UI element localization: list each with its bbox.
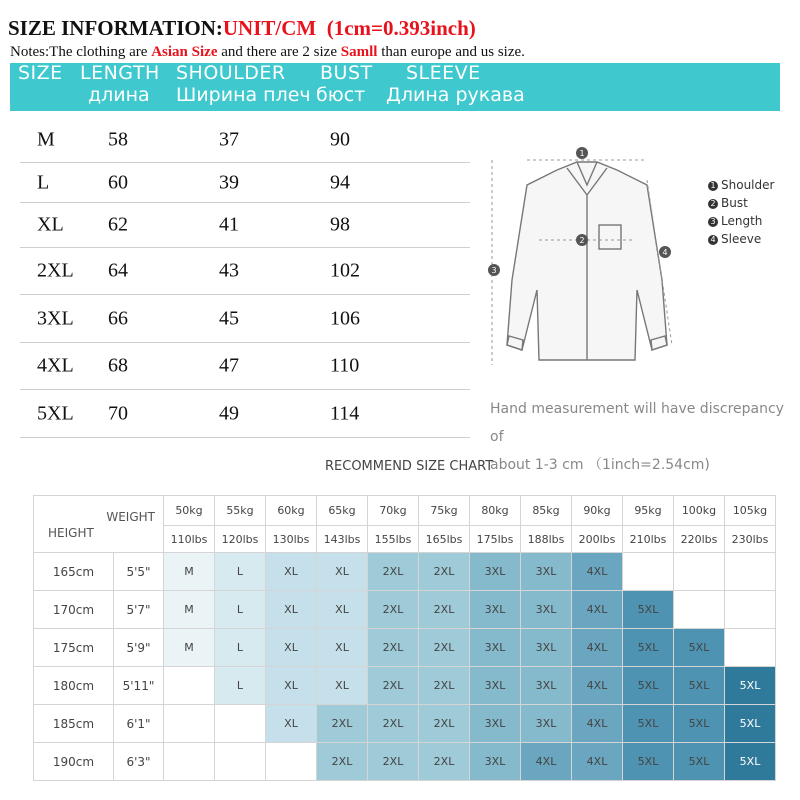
shoulder-value: 47 — [219, 354, 239, 377]
title-prefix: SIZE INFORMATION: — [8, 16, 223, 40]
size-cell: 4XL — [572, 667, 623, 705]
size-cell: 2XL — [368, 667, 419, 705]
size-label: 3XL — [37, 307, 74, 329]
height-row — [34, 705, 776, 743]
weight-kg-cell: 75kg — [419, 496, 470, 526]
weight-kg-cell: 60kg — [266, 496, 317, 526]
size-cell: 3XL — [470, 553, 521, 591]
shoulder-value: 41 — [219, 213, 239, 236]
size-cell: 2XL — [419, 591, 470, 629]
length-value: 60 — [108, 171, 128, 193]
height-cm-cell: 180cm — [34, 667, 114, 705]
title-conversion: (1cm=0.393inch) — [326, 16, 476, 40]
size-cell: 5XL — [674, 705, 725, 743]
height-row — [34, 591, 776, 629]
size-row — [20, 343, 470, 390]
height-ft-cell: 5'7" — [114, 591, 164, 629]
legend-marker-4: 4 — [708, 235, 718, 245]
size-row — [20, 390, 470, 438]
length-value: 62 — [108, 213, 128, 236]
banner-shoulder — [176, 63, 311, 106]
size-cell: 4XL — [572, 553, 623, 591]
height-ft-cell: 5'9" — [114, 629, 164, 667]
size-cell — [164, 743, 215, 781]
size-cell: XL — [266, 629, 317, 667]
size-cell: 5XL — [674, 667, 725, 705]
size-cell: 3XL — [470, 705, 521, 743]
size-label: M — [37, 128, 55, 151]
weight-kg-cell: 50kg — [164, 496, 215, 526]
size-cell — [215, 705, 266, 743]
height-ft-cell: 5'11" — [114, 667, 164, 705]
size-cell: 2XL — [368, 553, 419, 591]
banner-bust-en: BUST — [320, 62, 373, 84]
size-cell: 3XL — [470, 591, 521, 629]
size-cell: 5XL — [623, 667, 674, 705]
marker-2: 2 — [579, 236, 585, 245]
height-cm-cell: 185cm — [34, 705, 114, 743]
size-cell: 2XL — [419, 629, 470, 667]
height-cm-cell: 190cm — [34, 743, 114, 781]
shoulder-value: 39 — [219, 171, 239, 193]
size-cell: 3XL — [521, 629, 572, 667]
legend-bust — [708, 194, 774, 212]
height-row — [34, 743, 776, 781]
bust-value: 94 — [330, 171, 350, 193]
size-cell: 2XL — [419, 667, 470, 705]
bust-value: 114 — [330, 402, 360, 424]
weight-lbs-cell: 175lbs — [470, 526, 521, 553]
size-label: XL — [37, 213, 64, 236]
height-cm-cell: 165cm — [34, 553, 114, 591]
legend-marker-3: 3 — [708, 217, 718, 227]
banner-length-en: LENGTH — [80, 62, 160, 84]
weight-lbs-cell: 230lbs — [725, 526, 776, 553]
height-label: HEIGHT — [48, 526, 94, 540]
size-cell: XL — [266, 705, 317, 743]
size-cell: 5XL — [725, 705, 776, 743]
size-row — [20, 163, 470, 203]
marker-3: 3 — [491, 266, 497, 275]
size-cell: 5XL — [725, 667, 776, 705]
hand-note-line-1: Hand measurement will have discrepancy of — [490, 401, 784, 445]
size-cell: 5XL — [674, 743, 725, 781]
notes-part-c: and there are 2 size — [217, 44, 341, 60]
size-cell — [725, 629, 776, 667]
marker-1: 1 — [579, 149, 585, 158]
weight-lbs-cell: 188lbs — [521, 526, 572, 553]
length-value: 68 — [108, 354, 128, 377]
shoulder-value: 49 — [219, 402, 239, 424]
height-ft-cell: 6'3" — [114, 743, 164, 781]
size-cell — [674, 591, 725, 629]
weight-lbs-cell: 210lbs — [623, 526, 674, 553]
size-cell: 3XL — [470, 667, 521, 705]
weight-kg-cell: 70kg — [368, 496, 419, 526]
size-cell: L — [215, 591, 266, 629]
weight-kg-row — [34, 496, 776, 526]
size-info-title — [8, 16, 476, 41]
size-cell: 5XL — [623, 743, 674, 781]
banner-size-en: SIZE — [18, 62, 63, 84]
size-cell: 2XL — [317, 743, 368, 781]
banner-sleeve-ru: Длина рукава — [386, 84, 525, 106]
size-row — [20, 295, 470, 343]
banner-bust-ru: бюст — [316, 84, 366, 106]
weight-lbs-cell: 200lbs — [572, 526, 623, 553]
size-cell: L — [215, 629, 266, 667]
size-cell: M — [164, 629, 215, 667]
size-row — [20, 248, 470, 295]
banner-size — [18, 63, 63, 84]
size-cell: 3XL — [521, 705, 572, 743]
size-cell: 2XL — [368, 629, 419, 667]
size-cell — [674, 553, 725, 591]
size-cell: M — [164, 591, 215, 629]
banner-shoulder-en: SHOULDER — [176, 62, 286, 84]
size-cell: 2XL — [368, 705, 419, 743]
hand-measurement-note — [490, 395, 800, 479]
length-value: 66 — [108, 307, 128, 329]
size-cell: XL — [266, 553, 317, 591]
size-header-banner — [10, 63, 780, 111]
weight-kg-cell: 95kg — [623, 496, 674, 526]
shoulder-value: 37 — [219, 128, 239, 151]
size-cell: XL — [317, 591, 368, 629]
notes-samll: Samll — [340, 44, 378, 60]
size-label: 2XL — [37, 259, 74, 282]
size-cell: 5XL — [623, 629, 674, 667]
weight-kg-cell: 85kg — [521, 496, 572, 526]
weight-lbs-cell: 165lbs — [419, 526, 470, 553]
size-row — [20, 118, 470, 163]
size-cell: XL — [317, 667, 368, 705]
height-row — [34, 629, 776, 667]
weight-label: WEIGHT — [106, 510, 155, 524]
weight-lbs-cell: 143lbs — [317, 526, 368, 553]
size-cell: L — [215, 667, 266, 705]
size-label: 4XL — [37, 354, 74, 377]
size-cell: 5XL — [623, 705, 674, 743]
notes-part-a: Notes:The clothing are — [10, 44, 152, 60]
weight-height-header — [34, 496, 164, 553]
title-unit: UNIT/CM — [222, 16, 317, 40]
size-measurement-table — [20, 118, 470, 438]
height-ft-cell: 6'1" — [114, 705, 164, 743]
notes-part-e: than europe and us size. — [377, 44, 525, 60]
size-cell: 4XL — [572, 705, 623, 743]
length-value: 64 — [108, 259, 128, 282]
length-value: 70 — [108, 402, 128, 424]
height-cm-cell: 170cm — [34, 591, 114, 629]
size-cell — [164, 705, 215, 743]
size-cell: 4XL — [521, 743, 572, 781]
legend-marker-1: 1 — [708, 181, 718, 191]
size-cell: 4XL — [572, 743, 623, 781]
size-cell: XL — [266, 591, 317, 629]
size-cell: 4XL — [572, 629, 623, 667]
size-cell — [266, 743, 317, 781]
weight-lbs-cell: 155lbs — [368, 526, 419, 553]
bust-value: 102 — [330, 259, 360, 282]
legend-sleeve-label: Sleeve — [721, 232, 762, 246]
size-cell — [725, 591, 776, 629]
height-row — [34, 667, 776, 705]
length-value: 58 — [108, 128, 128, 151]
size-cell: 5XL — [623, 591, 674, 629]
shoulder-value: 43 — [219, 259, 239, 282]
size-cell: 3XL — [470, 629, 521, 667]
size-cell: XL — [317, 553, 368, 591]
banner-length-ru: длина — [88, 84, 150, 106]
size-cell: L — [215, 553, 266, 591]
legend-shoulder-label: Shoulder — [721, 178, 775, 192]
height-cm-cell: 175cm — [34, 629, 114, 667]
bust-value: 106 — [330, 307, 360, 329]
shoulder-value: 45 — [219, 307, 239, 329]
legend-sleeve — [708, 230, 774, 248]
size-cell — [623, 553, 674, 591]
size-cell: 3XL — [521, 591, 572, 629]
banner-length — [80, 63, 160, 106]
notes-asian-size: Asian Size — [151, 44, 218, 60]
weight-lbs-cell: 110lbs — [164, 526, 215, 553]
weight-kg-cell: 65kg — [317, 496, 368, 526]
weight-kg-cell: 105kg — [725, 496, 776, 526]
marker-4: 4 — [662, 248, 668, 257]
height-ft-cell: 5'5" — [114, 553, 164, 591]
legend-length-label: Length — [721, 214, 763, 228]
size-cell: 4XL — [572, 591, 623, 629]
banner-sleeve-en: SLEEVE — [406, 62, 481, 84]
legend-length — [708, 212, 774, 230]
legend-marker-2: 2 — [708, 199, 718, 209]
recommend-size-table — [33, 495, 776, 781]
banner-shoulder-ru: Ширина плеч — [176, 84, 311, 106]
size-cell: M — [164, 553, 215, 591]
weight-kg-cell: 80kg — [470, 496, 521, 526]
measurement-legend — [708, 176, 774, 248]
size-cell: 2XL — [368, 743, 419, 781]
size-cell: 3XL — [521, 553, 572, 591]
size-cell: 3XL — [470, 743, 521, 781]
banner-bust — [316, 63, 373, 106]
weight-lbs-cell: 130lbs — [266, 526, 317, 553]
size-label: L — [37, 171, 50, 193]
weight-kg-cell: 55kg — [215, 496, 266, 526]
size-cell: 2XL — [368, 591, 419, 629]
size-cell: XL — [266, 667, 317, 705]
size-cell: XL — [317, 629, 368, 667]
size-cell: 2XL — [419, 553, 470, 591]
size-cell: 2XL — [419, 705, 470, 743]
size-cell — [725, 553, 776, 591]
bust-value: 90 — [330, 128, 350, 151]
hand-note-line-2: about 1-3 cm （1inch=2.54cm) — [490, 457, 710, 473]
size-notes — [10, 44, 525, 61]
bust-value: 110 — [330, 354, 360, 377]
size-cell: 2XL — [419, 743, 470, 781]
size-cell: 2XL — [317, 705, 368, 743]
recommend-size-chart-title: RECOMMEND SIZE CHART — [325, 459, 494, 474]
size-row — [20, 203, 470, 248]
legend-shoulder — [708, 176, 774, 194]
shirt-diagram-icon — [487, 140, 687, 380]
size-cell: 3XL — [521, 667, 572, 705]
bust-value: 98 — [330, 213, 350, 236]
legend-bust-label: Bust — [721, 196, 748, 210]
size-cell — [215, 743, 266, 781]
height-row — [34, 553, 776, 591]
weight-kg-cell: 100kg — [674, 496, 725, 526]
size-cell — [164, 667, 215, 705]
weight-kg-cell: 90kg — [572, 496, 623, 526]
weight-lbs-cell: 120lbs — [215, 526, 266, 553]
size-cell: 5XL — [725, 743, 776, 781]
size-label: 5XL — [37, 402, 74, 424]
size-cell: 5XL — [674, 629, 725, 667]
banner-sleeve — [386, 63, 525, 106]
weight-lbs-cell: 220lbs — [674, 526, 725, 553]
